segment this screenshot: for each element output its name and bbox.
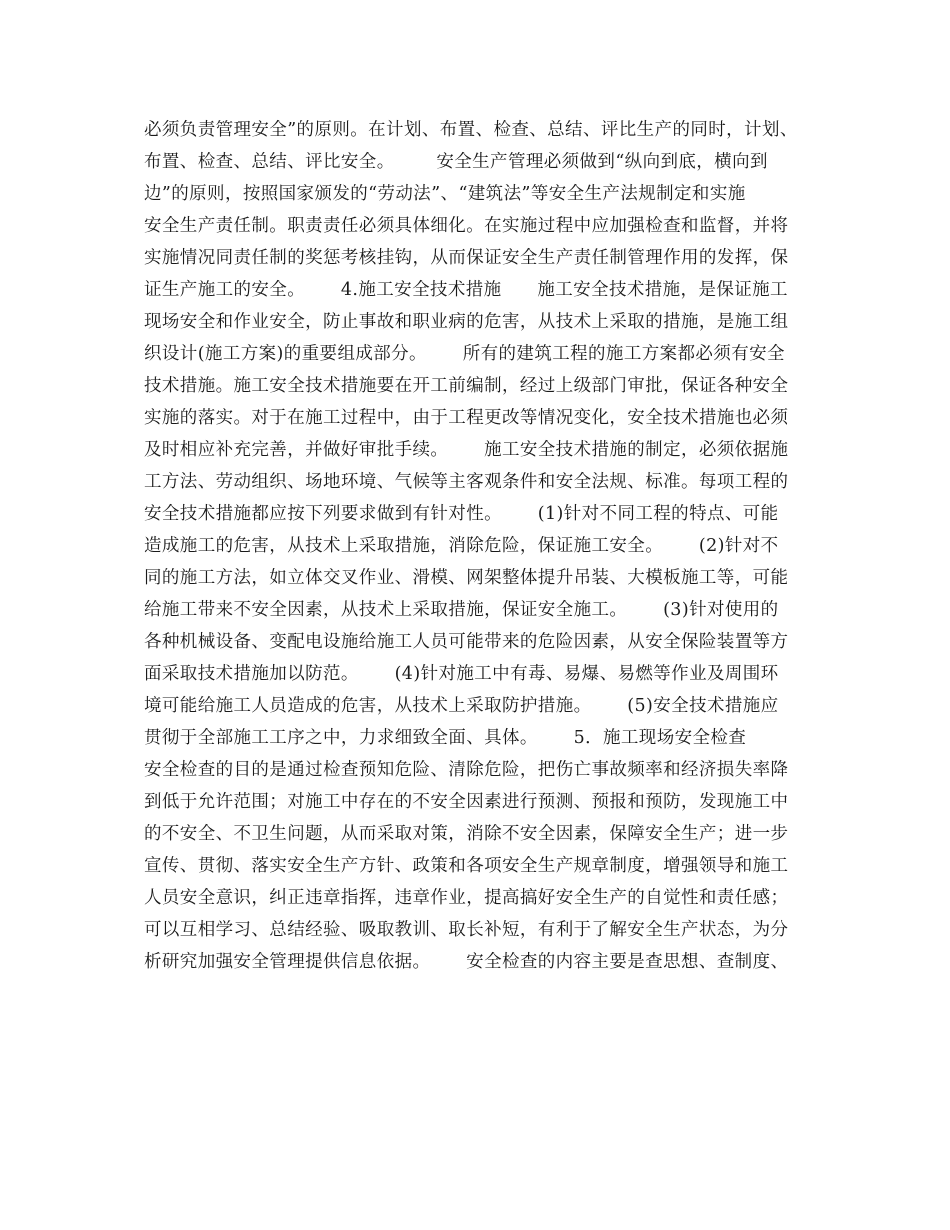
text-line-24: 宣传、贯彻、落实安全生产方针、政策和各项安全生产规章制度，增强领导和施工 [144,856,789,876]
text-line-20: 贯彻于全部施工工序之中，力求细致全面、具体。 5．施工现场安全检查 [144,728,747,748]
text-line-16: 给施工带来不安全因素，从技术上采取措施，保证安全施工。 (3)针对使用的 [144,600,779,620]
text-line-1: 必须负责管理安全”的原则。在计划、布置、检查、总结、评比生产的同时，计划、 [144,120,798,140]
text-line-2: 布置、检查、总结、评比安全。 安全生产管理必须做到“纵向到底，横向到 [144,152,768,172]
text-line-13: 安全技术措施都应按下列要求做到有针对性。 (1)针对不同工程的特点、可能 [144,504,779,524]
body-text [144,114,824,978]
text-line-18: 面采取技术措施加以防范。 (4)针对施工中有毒、易爆、易燃等作业及周围环 [144,664,779,684]
text-line-6: 证生产施工的安全。 4.施工安全技术措施 施工安全技术措施，是保证施工 [144,280,788,300]
text-line-12: 工方法、劳动组织、场地环境、气候等主客观条件和安全法规、标准。每项工程的 [144,472,789,492]
text-line-21: 安全检查的目的是通过检查预知危险、清除危险，把伤亡事故频率和经济损失率降 [144,760,789,780]
text-line-22: 到低于允许范围；对施工中存在的不安全因素进行预测、预报和预防，发现施工中 [144,792,789,812]
text-line-3: 边”的原则，按照国家颁发的“劳动法”、“建筑法”等安全生产法规制定和实施 [144,184,746,204]
text-line-27: 析研究加强安全管理提供信息依据。 安全检查的内容主要是查思想、查制度、 [144,952,789,972]
text-line-8: 织设计(施工方案)的重要组成部分。 所有的建筑工程的施工方案都必须有安全 [144,344,785,364]
text-line-7: 现场安全和作业安全，防止事故和职业病的危害，从技术上采取的措施，是施工组 [144,312,789,332]
text-line-5: 实施情况同责任制的奖惩考核挂钩，从而保证安全生产责任制管理作用的发挥，保 [144,248,789,268]
text-line-15: 同的施工方法，如立体交叉作业、滑模、网架整体提升吊装、大模板施工等，可能 [144,568,789,588]
text-line-17: 各种机械设备、变配电设施给施工人员可能带来的危险因素，从安全保险装置等方 [144,632,789,652]
text-line-19: 境可能给施工人员造成的危害，从技术上采取防护措施。 (5)安全技术措施应 [144,696,779,716]
text-line-25: 人员安全意识，纠正违章指挥，违章作业，提高搞好安全生产的自觉性和责任感； [144,888,789,908]
text-line-23: 的不安全、不卫生问题，从而采取对策，消除不安全因素，保障安全生产；进一步 [144,824,789,844]
text-line-10: 实施的落实。对于在施工过程中，由于工程更改等情况变化，安全技术措施也必须 [144,408,789,428]
text-line-26: 可以互相学习、总结经验、吸取教训、取长补短，有利于了解安全生产状态，为分 [144,920,789,940]
text-line-11: 及时相应补充完善，并做好审批手续。 施工安全技术措施的制定，必须依据施 [144,440,789,460]
text-line-4: 安全生产责任制。职责责任必须具体细化。在实施过程中应加强检查和监督，并将 [144,216,789,236]
text-line-14: 造成施工的危害，从技术上采取措施，消除危险，保证施工安全。 (2)针对不 [144,536,779,556]
text-line-9: 技术措施。施工安全技术措施要在开工前编制，经过上级部门审批，保证各种安全 [144,376,789,396]
